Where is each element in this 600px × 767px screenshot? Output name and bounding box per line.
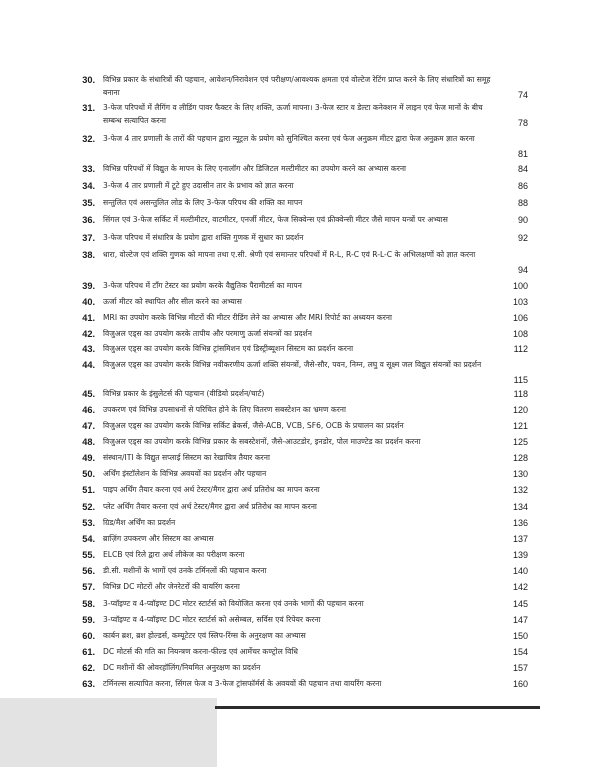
entry-number: 43.: [82, 344, 95, 354]
entry-page: 130: [512, 469, 528, 479]
entry-number: 52.: [82, 502, 95, 512]
entry-title: टर्मिनल्स सत्यापित करना, सिंगल फेज व 3-फेज ट्रांसफॉर्मर्स के अवयवों की पहचान तथा वायरिंग करना: [103, 679, 382, 688]
entry-page: 88: [517, 198, 528, 208]
entry-page: 132: [512, 485, 528, 495]
entry-title: विजुअल एड्स का उपयोग करके विभिन्न ट्रांसमिशन एवं डिस्ट्रीब्यूशन सिस्टम का प्रदर्शन करना: [103, 344, 354, 353]
entry-title: विजुअल एड्स का उपयोग करके तापीय और परमाणु ऊर्जा संयन्त्रों का प्रदर्शन: [103, 329, 312, 338]
entry-number: 32.: [82, 134, 95, 144]
entry-page: 108: [512, 329, 528, 339]
entry-page: 125: [512, 437, 528, 447]
entry-title: सिंगल एवं 3-फेज सर्किट में मल्टीमीटर, वाटमीटर, एनर्जी मीटर, फेज सिक्वेन्स एवं फ्रीक्वेन्सी मीटर जैसे मापन यन्त्रों पर अभ्यास: [103, 215, 448, 224]
entry-number: 38.: [82, 250, 95, 260]
entry-page: 94: [517, 265, 528, 275]
entry-number: 41.: [82, 313, 95, 323]
entry-page: 154: [512, 647, 528, 657]
entry-title: डी.सी. मशीनों के भागों एवं उनके टर्मिनलों की पहचान करना: [103, 566, 267, 575]
entry-title: 3-फेज परिपथ में संधारित्र के प्रयोग द्वारा शक्ति गुणक में सुधार का प्रदर्शन: [103, 233, 304, 242]
entry-number: 44.: [82, 360, 95, 370]
entry-page: 100: [512, 281, 528, 291]
entry-number: 45.: [82, 389, 95, 399]
entry-number: 63.: [82, 679, 95, 689]
entry-page: 90: [517, 215, 528, 225]
entry-page: 112: [513, 344, 528, 354]
entry-page: 118: [513, 389, 528, 399]
footer-rule: [215, 706, 540, 709]
entry-number: 42.: [82, 329, 95, 339]
entry-number: 46.: [82, 405, 95, 415]
entry-number: 51.: [82, 485, 95, 495]
entry-title: कार्बन ब्रश, ब्रश होल्डर्स, कम्यूटेटर एवं स्लिप-रिंग्स के अनुरक्षण का अभ्यास: [103, 631, 306, 640]
entry-title: धारा, वोल्टेज एवं शक्ति गुणक को मापना तथा ए.सी. श्रेणी एवं समान्तर परिपथों में R-L, R-C एवं R-L-C के अभिलक्षणों को ज्ञात करना: [103, 250, 476, 259]
entry-page: 145: [512, 599, 528, 609]
entry-page: 134: [512, 502, 528, 512]
entry-title: 3-फेज 4 तार प्रणाली में टूटे हुए उदासीन तार के प्रभाव को ज्ञात करना: [103, 181, 294, 190]
entry-number: 47.: [82, 421, 95, 431]
entry-page: 139: [512, 550, 528, 560]
entry-number: 62.: [82, 663, 95, 673]
entry-title: DC मोटर्स की गति का नियन्त्रण करना-फील्ड एवं आर्मेचर कण्ट्रोल विधि: [103, 647, 298, 656]
entry-page: 92: [517, 233, 528, 243]
entry-page: 120: [512, 405, 528, 415]
entry-title: विभिन्न DC मोटरों और जेनरेटरों की वायरिंग करना: [103, 582, 240, 591]
entry-page: 81: [517, 149, 528, 159]
entry-number: 31.: [82, 103, 95, 113]
entry-title: ELCB एवं रिले द्वारा अर्थ लीकेज का परीक्षण करना: [103, 550, 245, 559]
entry-title: DC मशीनों की ओवरहॉलिंग/नियमित अनुरक्षण का प्रदर्शन: [103, 663, 261, 672]
entry-number: 58.: [82, 599, 95, 609]
entry-number: 50.: [82, 469, 95, 479]
entry-page: 136: [512, 518, 528, 528]
entry-page: 137: [512, 534, 528, 544]
entry-number: 55.: [82, 550, 95, 560]
entry-page: 115: [513, 375, 528, 385]
entry-page: 160: [512, 679, 528, 689]
entry-number: 35.: [82, 198, 95, 208]
entry-title: संस्थान/ITI के विद्युत सप्लाई सिस्टम का रेखाचित्र तैयार करना: [103, 453, 270, 462]
entry-title: विजुअल एड्स का उपयोग करके विभिन्न नवीकरणीय ऊर्जा शक्ति संयन्त्रों, जैसे-सौर, पवन, निम्न, लघु व सूक्ष्म जल विद्युत संयन्त्रों का प्रदर्शन: [103, 360, 482, 369]
entry-title: पाइप अर्थिंग तैयार करना एवं अर्थ टेस्टर/मैगर द्वारा अर्थ प्रतिरोध का मापन करना: [103, 485, 320, 494]
entry-page: 128: [512, 453, 528, 463]
entry-number: 57.: [82, 582, 95, 592]
entry-title: 3-प्वॉइण्ट व 4-प्वॉइण्ट DC मोटर स्टार्टर्स को असेम्बल, सर्विस एवं रिपेयर करना: [103, 615, 321, 624]
entry-title: 3-फेज 4 तार प्रणाली के तारों की पहचान द्वारा न्यूट्रल के प्रयोग को सुनिश्चित करना एवं फेज अनुक्रम मीटर द्वारा फेज अनुक्रम ज्ञात करना: [103, 134, 475, 143]
entry-page: 74: [517, 90, 528, 100]
entry-number: 61.: [82, 647, 95, 657]
entry-title: अर्थिंग इंस्टॉलेशन के विभिन्न अवयवों का प्रदर्शन और पहचान: [103, 469, 267, 478]
entry-page: 84: [517, 164, 528, 174]
entry-page: 142: [512, 582, 528, 592]
entry-number: 30.: [82, 75, 95, 85]
entry-title: 3-फेज परिपथों में लैगिंग व लीडिंग पावर फैक्टर के लिए शक्ति, ऊर्जा मापना। 3-फेज स्टार व डेल्टा कनेक्शन में लाइन एवं फेज मानों के बीच सम्बन्ध सत्यापित करना: [103, 103, 483, 125]
entry-title: विजुअल एड्स का उपयोग करके विभिन्न प्रकार के सबस्टेशनों, जैसे-आउटडोर, इनडोर, पोल माउण्टेड का प्रदर्शन करना: [103, 437, 421, 446]
entry-number: 33.: [82, 164, 95, 174]
entry-title: 3-प्वॉइण्ट व 4-प्वॉइण्ट DC मोटर स्टार्टर्स को वियोजित करना एवं उनके भागों की पहचान करना: [103, 599, 364, 608]
entry-number: 56.: [82, 566, 95, 576]
entry-title: MRI का उपयोग करके विभिन्न मीटरों की मीटर रीडिंग लेने का अभ्यास और MRI रिपोर्ट का अध्ययन करना: [103, 313, 392, 322]
entry-number: 37.: [82, 233, 95, 243]
entry-page: 157: [512, 663, 528, 673]
entry-title: ब्राज़िंग उपकरण और सिस्टम का अभ्यास: [103, 534, 214, 543]
entry-title: उपकरण एवं विभिन्न उपसाधनों से परिचित होने के लिए वितरण सबस्टेशन का भ्रमण करना: [103, 405, 346, 414]
entry-title: ग्रिड/मैश अर्थिंग का प्रदर्शन: [103, 518, 176, 527]
entry-page: 147: [512, 615, 528, 625]
entry-number: 60.: [82, 631, 95, 641]
entry-title: विजुअल एड्स का उपयोग करके विभिन्न सर्किट ब्रेकर्स, जैसे-ACB, VCB, SF6, OCB के प्रचालन का प्रदर्शन: [103, 421, 404, 430]
entry-number: 34.: [82, 181, 95, 191]
entry-number: 53.: [82, 518, 95, 528]
entry-page: 86: [517, 181, 528, 191]
entry-number: 54.: [82, 534, 95, 544]
entry-title: सन्तुलित एवं असन्तुलित लोड के लिए 3-फेज परिपथ की शक्ति का मापन: [103, 198, 303, 207]
entry-number: 39.: [82, 281, 95, 291]
entry-title: विभिन्न प्रकार के इंसुलेटर्स की पहचान (वीडियो प्रदर्शन/चार्ट): [103, 389, 265, 398]
entry-title: विभिन्न प्रकार के संधारित्रों की पहचान, आवेशन/निरावेशन एवं परीक्षण/आवश्यक क्षमता एवं वोल्टेज रेटिंग प्राप्त करने के लिए संधारित्रों का समूह बनाना: [103, 75, 491, 97]
entry-page: 121: [512, 421, 528, 431]
entry-title: प्लेट अर्थिंग तैयार करना एवं अर्थ टेस्टर/मैगर द्वारा अर्थ प्रतिरोध का मापन करना: [103, 502, 317, 511]
entry-number: 59.: [82, 615, 95, 625]
entry-title: 3-फेज परिपथ में टॉंग टेस्टर का प्रयोग करके वैद्युतिक पैरामीटर्स का मापन: [103, 281, 302, 290]
entry-number: 40.: [82, 297, 95, 307]
entry-page: 150: [512, 631, 528, 641]
entry-title: विभिन्न परिपथों में विद्युत के मापन के लिए एनालॉग और डिजिटल मल्टीमीटर का उपयोग करने का अभ्यास करना: [103, 164, 407, 173]
entry-number: 36.: [82, 215, 95, 225]
entry-page: 140: [512, 566, 528, 576]
entry-number: 49.: [82, 453, 95, 463]
footer-gray-block: [0, 698, 217, 767]
entry-title: ऊर्जा मीटर को स्थापित और सील करने का अभ्यास: [103, 297, 242, 306]
entry-page: 106: [512, 313, 528, 323]
entry-page: 78: [517, 118, 528, 128]
entry-page: 103: [512, 297, 528, 307]
entry-number: 48.: [82, 437, 95, 447]
